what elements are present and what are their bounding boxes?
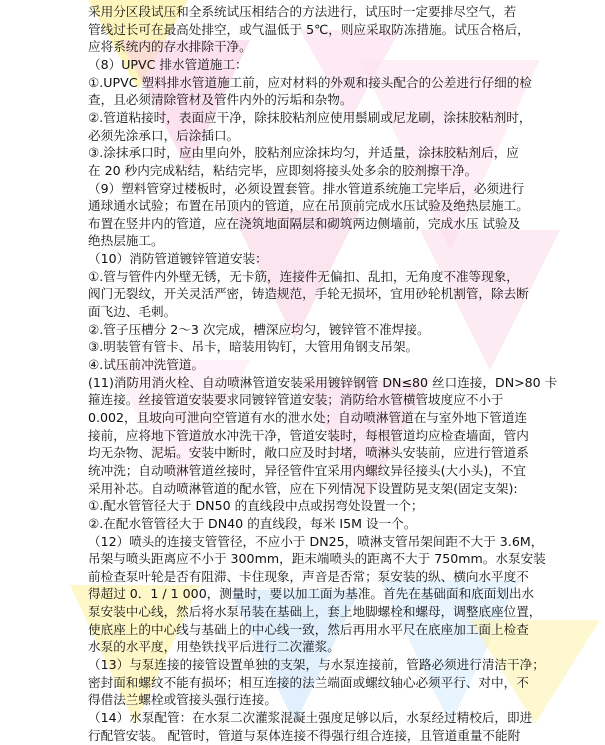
text-line: ④.试压前冲洗管道。	[88, 357, 205, 372]
text-line: 0.002，且坡向可泄向空管道有水的泄水处；自动喷淋管道在与室外地下管道连	[88, 409, 528, 425]
text-line: 前检查泵叶轮是否有阻滞、卡住现象，声音是否常；泵安装的纵、横向水平度不	[88, 568, 529, 584]
text-line: （10）消防管道镀锌管道安装：	[88, 251, 268, 267]
text-line: ③.涂抹承口时，应由里向外，胶粘剂应涂抹均匀，并适量，涂抹胶粘剂后，应	[88, 145, 519, 161]
text-line: 密封面和螺纹不能有损坏；相互连接的法兰端面或螺纹轴心必须平行、对中，不	[88, 674, 529, 690]
text-line: 采用补芯。自动喷淋管道的配水管，应在下列情况下设置防晃支架(固定支架):	[88, 480, 518, 496]
text-line: 管线过长可在最高处排空，或气温低于 5℃，则应采取防冻措施。试压合格后，	[88, 21, 530, 37]
text-line: 吊架与喷头距离应不小于 300mm，距末端喷头的距离不大于 750mm。水泵安装	[88, 551, 546, 567]
text-line: 统冲洗；自动喷淋管道丝接时，异径管件宜采用内螺纹异径接头(大小头)，不宜	[88, 462, 527, 478]
text-line: 泵安装中心线，然后将水泵吊装在基础上，套上地脚螺栓和螺母，调整底座位置，	[88, 604, 542, 620]
text-line: 在 20 秒内完成粘结，粘结完毕，应即刻将接头处多余的胶剂擦干净。	[88, 162, 478, 178]
text-line: 得借法兰螺栓或管接头强行连接。	[88, 692, 277, 708]
text-line: 面飞边、毛刺。	[88, 304, 177, 320]
text-line: 均无杂物、泥垢。安装中断时，敞口应及时封堵，喷淋头安装前，应进行管道系	[88, 445, 529, 461]
text-line: 得超过 0．1 / 1 000，测量时，要以加工面为基准。首先在基础面和底面划出水	[88, 586, 535, 602]
text-line: （8）UPVC 排水管道施工：	[88, 56, 248, 72]
text-line: ①.UPVC 塑料排水管道施工前，应对材料的外观和接头配合的公差进行仔细的检	[88, 74, 532, 90]
text-line: （12）喷头的连接支管管径，不应小于 DN25，喷淋支管吊架间距不大于 3.6M，	[88, 533, 544, 549]
text-line: ③.明装管有管卡、吊卡，暗装用钩钉，大管用角钢支吊架。	[88, 339, 419, 355]
text-line: 箍连接。丝接管道安装要求同镀锌管道安装；消防给水管横管坡度应不小于	[88, 392, 504, 408]
text-line: 行配管安装。 配管时，管道与泵体连接不得强行组合连接，且管道重量不能附	[88, 727, 521, 743]
text-line: ①.管与管件内外壁无锈，无卡筋，连接件无偏扣、乱扣，无角度不准等现象，	[88, 268, 519, 284]
text-line: 采用分区段试压和全系统试压相结合的方法进行，试压时一定要排尽空气，若	[88, 4, 517, 19]
text-line: ②.管道粘接时，表面应干净，除抹胶粘剂应使用鬃刷或尼龙刷，涂抹胶粘剂时，	[88, 109, 532, 125]
text-line: 必须先涂承口，后涂插口。	[88, 127, 240, 143]
text-line: 布置在竖井内的管道，应在浇筑地面隔层和砌筑两边侧墙前，完成水压 试验及	[88, 215, 521, 231]
text-line: 水泵的水平度，用垫铁找平后进行二次灌浆。	[88, 639, 340, 655]
text-line: ②.在配水管管径大于 DN40 的直线段，每米 I5M 设一个。	[88, 515, 417, 531]
text-line: 查，且必须清除管材及管件内外的污垢和杂物。	[88, 92, 353, 108]
text-line: ②.管子压槽分 2～3 次完成，槽深应均匀，镀锌管不准焊接。	[88, 321, 430, 337]
text-line: 阀门无裂纹，开关灵活严密，铸造规范，手轮无损坏，宜用砂轮机割管，除去断	[88, 286, 529, 302]
text-line: （9）塑料管穿过楼板时，必须设置套管。排水管道系统施工完毕后，必须进行	[88, 180, 525, 196]
text-line: （14）水泵配管：在水泵二次灌浆混凝土强度足够以后，水泵经过精校后，即进	[88, 710, 533, 725]
text-line: (11)消防用消火栓、自动喷淋管道安装采用镀锌钢管 DN≤80 丝口连接，DN>80 卡	[88, 374, 558, 390]
text-line: 应将系统内的存水排除干净。	[88, 39, 252, 55]
text-line: 通球通水试验；布置在吊顶内的管道，应在吊顶前完成水压试验及绝热层施工。	[88, 198, 529, 214]
text-line: （13）与泵连接的接管设置单独的支架，与水泵连接前，管路必须进行清洁干净；	[88, 657, 545, 673]
text-line: ①.配水管管径大于 DN50 的直线段中点或拐弯处设置一个；	[88, 498, 424, 514]
text-line: 使底座上的中心线与基础上的中心线一致，然后再用水平尺在底座加工面上检查	[88, 621, 529, 637]
text-line: 接前，应将地下管道放水冲洗干净，管道安装时，每根管道均应检查墙面，管内	[88, 427, 529, 443]
text-line: 绝热层施工。	[88, 233, 164, 249]
